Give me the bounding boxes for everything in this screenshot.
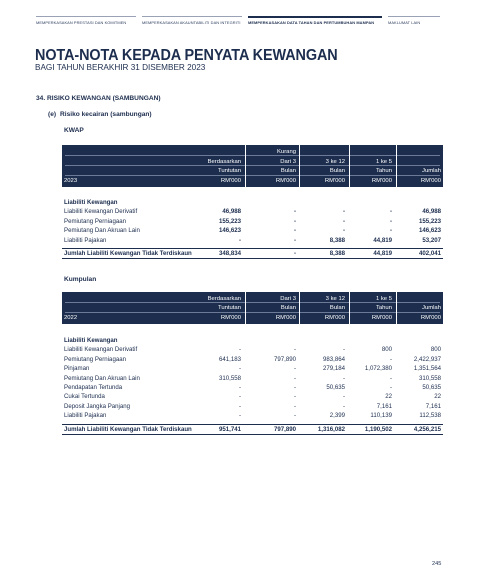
column-header: Dari 3 Bulan RM'000 [275, 295, 296, 321]
header-column-separator [245, 145, 246, 187]
row-label: Liabiliti Kewangan Derivatif [64, 346, 138, 354]
table-row [62, 345, 443, 354]
header-column-separator [396, 292, 397, 324]
cell-value: - [293, 374, 296, 382]
cell-value: - [238, 236, 241, 244]
cell-value: - [293, 393, 296, 401]
cell-value: - [293, 227, 296, 235]
cell-value: - [389, 217, 392, 225]
table-row [62, 355, 443, 364]
cell-value: 310,558 [218, 374, 241, 382]
cell-value: - [342, 208, 345, 216]
column-header: Jumlah RM'000 [420, 305, 441, 321]
cell-value: 44,819 [373, 249, 392, 257]
group-label-kwap: KWAP [64, 127, 84, 134]
row-label: Jumlah Liabiliti Kewangan Tidak Terdiskaun [64, 425, 192, 433]
cell-value: 44,819 [373, 236, 392, 244]
cell-value: - [293, 383, 296, 391]
cell-value: 146,623 [418, 227, 441, 235]
cell-value: - [342, 402, 345, 410]
cell-value: - [293, 402, 296, 410]
nav-item-akauntabiliti[interactable]: MEMPERKASAKAN AKAUNTABILITI DAN INTEGRITI [142, 16, 248, 30]
cell-value: 2,399 [329, 412, 345, 420]
cell-value: 1,316,082 [317, 425, 345, 433]
page-subtitle: BAGI TAHUN BERAKHIR 31 DISEMBER 2023 [35, 63, 206, 72]
row-label: Pinjaman [64, 365, 90, 373]
total-row [62, 424, 443, 435]
cell-value: 279,184 [322, 365, 345, 373]
row-label: Pendapatan Tertunda [64, 383, 123, 391]
table-row [62, 374, 443, 383]
table-row [62, 207, 443, 216]
page-title: NOTA-NOTA KEPADA PENYATA KEWANGAN [35, 47, 338, 64]
table-year: 2023 [64, 177, 78, 184]
cell-value: 1,072,380 [364, 365, 392, 373]
cell-value: 110,139 [370, 412, 392, 420]
header-column-separator [349, 145, 350, 187]
group-label-kumpulan: Kumpulan [64, 276, 97, 283]
header-column-separator [349, 292, 350, 324]
cell-value: 22 [385, 393, 392, 401]
cell-value: 348,834 [218, 249, 241, 257]
cell-value: 402,041 [418, 249, 441, 257]
subsection-letter: (e) [48, 111, 57, 118]
row-label: Pemiutang Perniagaan [64, 355, 126, 363]
header-column-separator [299, 145, 300, 187]
subsection-text: Risiko kecairan (sambungan) [60, 111, 152, 118]
cell-value: - [342, 227, 345, 235]
cell-value: - [238, 412, 241, 420]
row-label: Pemiutang Dan Akruan Lain [64, 227, 140, 235]
cell-value: - [389, 383, 392, 391]
section-heading-label: Liabiliti Kewangan [64, 199, 118, 206]
row-label: Liabiliti Pajakan [64, 412, 107, 420]
cell-value: 8,388 [329, 236, 345, 244]
table-section-heading [62, 336, 443, 345]
cell-value: 983,864 [322, 355, 345, 363]
row-label: Liabiliti Kewangan Derivatif [64, 208, 138, 216]
cell-value: - [342, 393, 345, 401]
cell-value: 7,161 [376, 402, 392, 410]
nav-item-maklumat-lain[interactable]: MAKLUMAT LAIN [388, 16, 446, 30]
table-row [62, 383, 443, 392]
total-row [62, 248, 443, 259]
top-navigation [36, 16, 446, 30]
cell-value: - [293, 236, 296, 244]
cell-value: 46,988 [422, 208, 441, 216]
cell-value: - [342, 346, 345, 354]
column-header: Berdasarkan Tuntutan RM'000 [207, 158, 241, 184]
table-row [62, 217, 443, 226]
cell-value: 797,890 [273, 355, 296, 363]
table-header [62, 145, 443, 187]
cell-value: - [342, 374, 345, 382]
cell-value: - [293, 208, 296, 216]
cell-value: 146,623 [218, 227, 241, 235]
cell-value: - [293, 365, 296, 373]
cell-value: - [238, 402, 241, 410]
cell-value: 155,223 [418, 217, 441, 225]
row-label: Pemiutang Dan Akruan Lain [64, 374, 140, 382]
row-label: Deposit Jangka Panjang [64, 402, 131, 410]
section-heading-label: Liabiliti Kewangan [64, 337, 118, 344]
cell-value: 112,538 [419, 412, 441, 420]
header-column-separator [396, 145, 397, 187]
subsection-heading [48, 111, 152, 118]
cell-value: 46,988 [222, 208, 241, 216]
page-number: 245 [432, 561, 442, 567]
cell-value: 7,161 [425, 402, 441, 410]
cell-value: - [238, 393, 241, 401]
table-row [62, 364, 443, 373]
cell-value: - [389, 227, 392, 235]
nav-item-prestasi[interactable]: MEMPERKASAKAN PRESTASI DAN KOMITMEN [36, 16, 142, 30]
cell-value: - [238, 383, 241, 391]
header-column-separator [299, 292, 300, 324]
cell-value: 22 [434, 393, 441, 401]
table-row [62, 402, 443, 411]
table-row [62, 411, 443, 420]
cell-value: 50,635 [422, 383, 441, 391]
column-header: 3 ke 12 Bulan RM'000 [324, 295, 345, 321]
cell-value: - [238, 346, 241, 354]
row-label: Jumlah Liabiliti Kewangan Tidak Terdiskaun [64, 249, 192, 257]
column-header: 1 ke 5 Tahun RM'000 [371, 158, 392, 184]
cell-value: 797,890 [273, 425, 296, 433]
cell-value: 951,741 [218, 425, 241, 433]
column-header: 3 ke 12 Bulan RM'000 [324, 158, 345, 184]
row-label: Pemiutang Perniagaan [64, 217, 126, 225]
header-column-separator [245, 292, 246, 324]
cell-value: 1,190,502 [364, 425, 392, 433]
column-header: Kurang Dari 3 Bulan RM'000 [275, 149, 296, 184]
cell-value: - [389, 208, 392, 216]
row-label: Cukai Tertunda [64, 393, 105, 401]
table-row [62, 226, 443, 235]
section-heading: 34. RISIKO KEWANGAN (SAMBUNGAN) [36, 95, 161, 102]
table-section-heading [62, 198, 443, 207]
column-header: Jumlah RM'000 [420, 168, 441, 184]
liquidity-table-kumpulan [62, 292, 443, 435]
cell-value: - [389, 374, 392, 382]
column-header: Berdasarkan Tuntutan RM'000 [207, 295, 241, 321]
row-label: Liabiliti Pajakan [64, 236, 107, 244]
cell-value: 641,183 [218, 355, 241, 363]
cell-value: - [293, 249, 296, 257]
cell-value: - [238, 365, 241, 373]
cell-value: 50,635 [326, 383, 345, 391]
nav-item-daya-tahan[interactable]: MEMPERKASAKAN DATA TAHAN DAN PERTUMBUHAN MAMPAN [248, 16, 388, 30]
cell-value: - [293, 346, 296, 354]
table-row [62, 392, 443, 401]
cell-value: 2,422,937 [413, 355, 441, 363]
cell-value: - [342, 217, 345, 225]
cell-value: 800 [381, 346, 392, 354]
column-header: 1 ke 5 Tahun RM'000 [371, 295, 392, 321]
cell-value: - [293, 217, 296, 225]
cell-value: 53,207 [422, 236, 441, 244]
header-rule [65, 155, 440, 156]
cell-value: - [293, 412, 296, 420]
cell-value: 310,558 [418, 374, 441, 382]
table-year: 2022 [64, 314, 78, 321]
cell-value: 800 [430, 346, 441, 354]
cell-value: 155,223 [218, 217, 241, 225]
table-header [62, 292, 443, 324]
cell-value: 1,351,564 [413, 365, 441, 373]
cell-value: 4,256,215 [413, 425, 441, 433]
cell-value: 8,388 [329, 249, 345, 257]
table-row [62, 236, 443, 245]
liquidity-table-kwap [62, 145, 443, 259]
cell-value: - [389, 355, 392, 363]
